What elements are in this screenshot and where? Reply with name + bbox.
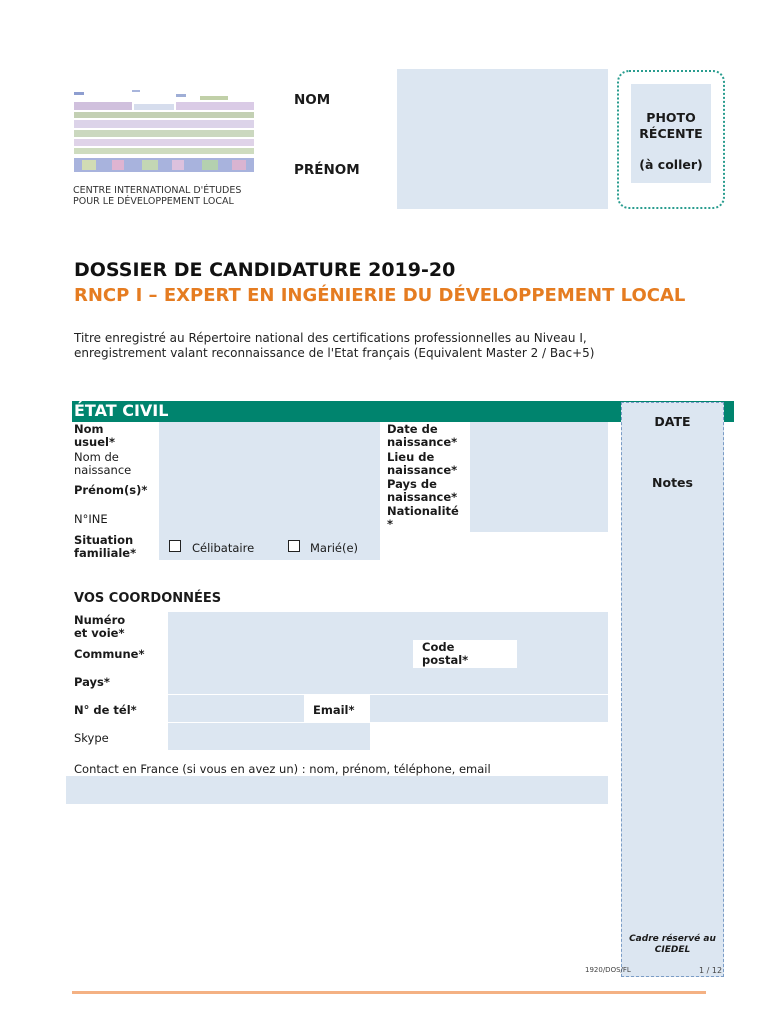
etat-civil-right-field[interactable] <box>470 422 608 532</box>
date-naissance-label-1: Date de <box>387 422 438 436</box>
numero-voie-label-2: et voie* <box>74 626 125 640</box>
numero-voie-label <box>74 614 125 640</box>
commune-pays-field[interactable] <box>168 640 413 694</box>
etat-civil-title: ÉTAT CIVIL <box>74 401 169 420</box>
page-subtitle: RNCP I – EXPERT EN INGÉNIERIE DU DÉVELOPPEMENT LOCAL <box>74 285 686 306</box>
date-naissance-label <box>387 423 457 449</box>
code-postal-label <box>422 641 468 667</box>
reserved-footer <box>622 934 723 956</box>
contact-france-field[interactable] <box>66 776 608 804</box>
prenom-label: PRÉNOM <box>294 162 360 178</box>
photo-label-3: (à coller) <box>639 157 703 172</box>
celibataire-label: Célibataire <box>192 541 255 555</box>
coordonnees-title: VOS COORDONNÉES <box>74 591 222 606</box>
photo-frame <box>617 70 725 209</box>
code-postal-label-2: postal* <box>422 653 469 667</box>
photo-label-2: RÉCENTE <box>639 126 703 141</box>
tel-field[interactable] <box>168 695 304 722</box>
page-title: DOSSIER DE CANDIDATURE 2019-20 <box>74 259 456 281</box>
nom-naissance-label-2: naissance <box>74 463 132 477</box>
code-postal-box <box>413 640 517 668</box>
situation-label-1: Situation <box>74 533 134 547</box>
etat-civil-left-field[interactable] <box>159 422 380 532</box>
code-postal-label-1: Code <box>422 640 455 654</box>
email-field[interactable] <box>370 695 608 722</box>
situation-label-2: familiale* <box>74 546 137 560</box>
pays-naissance-label-1: Pays de <box>387 477 437 491</box>
prenoms-label: Prénom(s)* <box>74 483 148 497</box>
date-naissance-label-2: naissance* <box>387 435 458 449</box>
numero-voie-field[interactable] <box>168 612 608 640</box>
logo-caption <box>73 185 241 207</box>
ciedel-logo <box>72 88 256 174</box>
nationalite-label <box>387 505 459 531</box>
pays-naissance-label-2: naissance* <box>387 490 458 504</box>
contact-france-label: Contact en France (si vous en avez un) : nom, prénom, téléphone, email <box>74 762 491 776</box>
nom-prenom-field[interactable] <box>397 69 608 209</box>
marie-label: Marié(e) <box>310 541 359 555</box>
reserved-date-label: DATE <box>654 414 691 429</box>
commune-label: Commune* <box>74 647 145 661</box>
logo-texture <box>74 90 254 172</box>
marie-checkbox[interactable] <box>288 540 300 552</box>
code-postal-field[interactable] <box>517 640 608 668</box>
nom-usuel-label-2: usuel* <box>74 435 115 449</box>
reserved-footer-1: Cadre réservé au <box>629 934 716 944</box>
reserved-frame <box>621 402 724 977</box>
skype-label: Skype <box>74 731 109 745</box>
logo-caption-line-1: CENTRE INTERNATIONAL D'ÉTUDES <box>73 185 242 196</box>
tel-label: N° de tél* <box>74 703 137 717</box>
lieu-naissance-label <box>387 451 457 477</box>
ine-label: N°INE <box>74 512 108 526</box>
situation-label <box>74 534 136 560</box>
pays-field[interactable] <box>413 668 608 694</box>
celibataire-checkbox[interactable] <box>169 540 181 552</box>
numero-voie-label-1: Numéro <box>74 613 126 627</box>
nom-label: NOM <box>294 92 331 108</box>
skype-field[interactable] <box>168 723 370 750</box>
document-code: 1920/DOS/FL <box>585 966 631 974</box>
lieu-naissance-label-1: Lieu de <box>387 450 435 464</box>
logo-caption-line-2: POUR LE DÉVELOPPEMENT LOCAL <box>73 196 234 207</box>
nom-naissance-label-1: Nom de <box>74 450 119 464</box>
email-label: Email* <box>313 703 355 717</box>
reserved-footer-2: CIEDEL <box>654 945 691 955</box>
nom-usuel-label-1: Nom <box>74 422 104 436</box>
pays-naissance-label <box>387 478 457 504</box>
reserved-notes-label: Notes <box>652 475 693 490</box>
pays-label: Pays* <box>74 675 110 689</box>
nom-naissance-label <box>74 451 131 477</box>
lieu-naissance-label-2: naissance* <box>387 463 458 477</box>
page-number: 1 / 12 <box>699 966 723 975</box>
photo-label-1: PHOTO <box>646 110 696 125</box>
footer-divider <box>72 991 706 994</box>
nationalite-label-2: * <box>387 517 394 531</box>
title-description: Titre enregistré au Répertoire national des certifications professionnelles au Niveau I, enregistrement valant reconnaissance de l'Etat français (Equivalent Master 2 / Bac+5) <box>74 331 595 360</box>
nom-usuel-label <box>74 423 115 449</box>
nationalite-label-1: Nationalité <box>387 504 459 518</box>
